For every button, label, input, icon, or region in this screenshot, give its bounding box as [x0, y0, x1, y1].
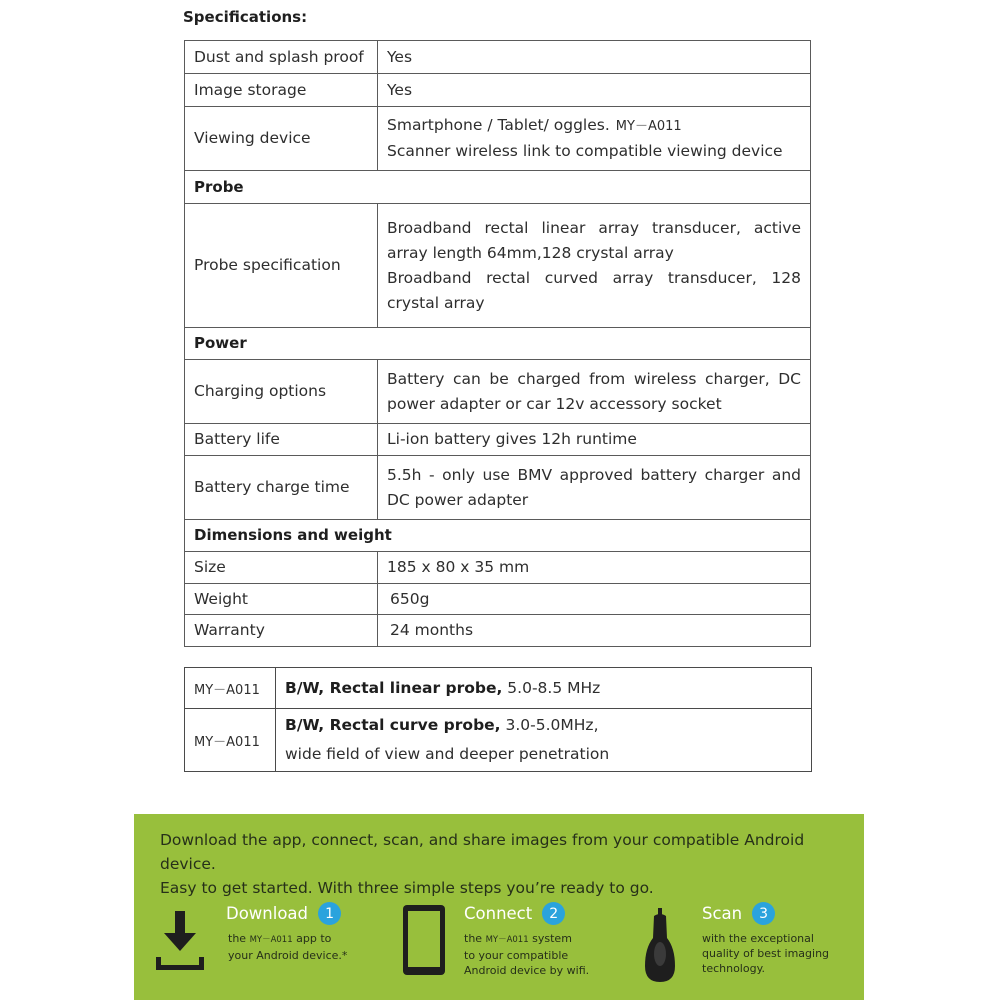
step-title: Connect — [464, 904, 533, 923]
table-row — [185, 552, 811, 584]
table-row — [185, 424, 811, 456]
spec-label: Battery life — [185, 424, 378, 456]
spec-label: Probe specification — [185, 204, 378, 328]
step-connect: Connect 2 the MY－A011 system to your compatible Android device by wifi. — [464, 904, 590, 977]
table-row — [185, 107, 811, 171]
table-row — [185, 584, 811, 615]
table-row — [185, 668, 812, 709]
table-row — [185, 615, 811, 647]
model-code: MY－A011 — [185, 709, 276, 772]
table-row — [185, 204, 811, 328]
step-download: Download 1 the MY－A011 app to your Android device.* — [226, 904, 348, 962]
section-title-power: Power — [185, 328, 811, 360]
table-row — [185, 74, 811, 107]
model-code: MY－A011 — [615, 119, 682, 134]
step-scan: Scan 3 with the exceptional quality of best imaging technology. — [702, 904, 830, 975]
step-number-badge: 1 — [318, 902, 341, 925]
section-row — [185, 520, 811, 552]
spec-value: Li-ion battery gives 12h runtime — [378, 424, 811, 456]
section-row — [185, 328, 811, 360]
probe-icon — [642, 908, 678, 984]
table-row — [185, 41, 811, 74]
page-title: Specifications: — [183, 8, 308, 26]
model-description: B/W, Rectal curve probe, 3.0-5.0MHz, wide field of view and deeper penetration — [276, 709, 812, 772]
spec-label: Weight — [185, 584, 378, 615]
tablet-icon — [401, 903, 447, 977]
model-code: MY－A011 — [185, 668, 276, 709]
specifications-table — [184, 40, 811, 647]
step-title: Scan — [702, 904, 743, 923]
spec-label: Size — [185, 552, 378, 584]
spec-label: Image storage — [185, 74, 378, 107]
app-banner — [134, 814, 864, 1000]
download-icon — [154, 909, 206, 971]
spec-value: 5.5h - only use BMV approved battery charger and DC power adapter — [378, 456, 811, 520]
spec-label: Battery charge time — [185, 456, 378, 520]
spec-value: 185 x 80 x 35 mm — [378, 552, 811, 584]
section-title-dimensions: Dimensions and weight — [185, 520, 811, 552]
model-description: B/W, Rectal linear probe, 5.0-8.5 MHz — [276, 668, 812, 709]
spec-value: Yes — [378, 41, 811, 74]
spec-label: Warranty — [185, 615, 378, 647]
spec-value: 24 months — [378, 615, 811, 647]
models-table — [184, 667, 812, 772]
spec-value: Battery can be charged from wireless charger, DC power adapter or car 12v accessory socket — [378, 360, 811, 424]
spec-value: Yes — [378, 74, 811, 107]
section-title-probe: Probe — [185, 171, 811, 204]
table-row — [185, 360, 811, 424]
banner-intro: Download the app, connect, scan, and share images from your compatible Android device. Easy to get started. With three simple steps you’re ready to go. — [160, 831, 805, 897]
table-row — [185, 456, 811, 520]
spec-value: Broadband rectal linear array transducer, active array length 64mm,128 crystal array Broadband rectal curved array transducer, 128 crystal array — [378, 204, 811, 328]
spec-value: 650g — [378, 584, 811, 615]
table-row — [185, 709, 812, 772]
spec-label: Charging options — [185, 360, 378, 424]
step-title: Download — [226, 904, 309, 923]
section-row — [185, 171, 811, 204]
spec-label: Viewing device — [185, 107, 378, 171]
step-number-badge: 3 — [752, 902, 775, 925]
step-number-badge: 2 — [542, 902, 565, 925]
spec-label: Dust and splash proof — [185, 41, 378, 74]
spec-value: Smartphone / Tablet/ oggles. MY－A011 Scanner wireless link to compatible viewing device — [378, 107, 811, 171]
